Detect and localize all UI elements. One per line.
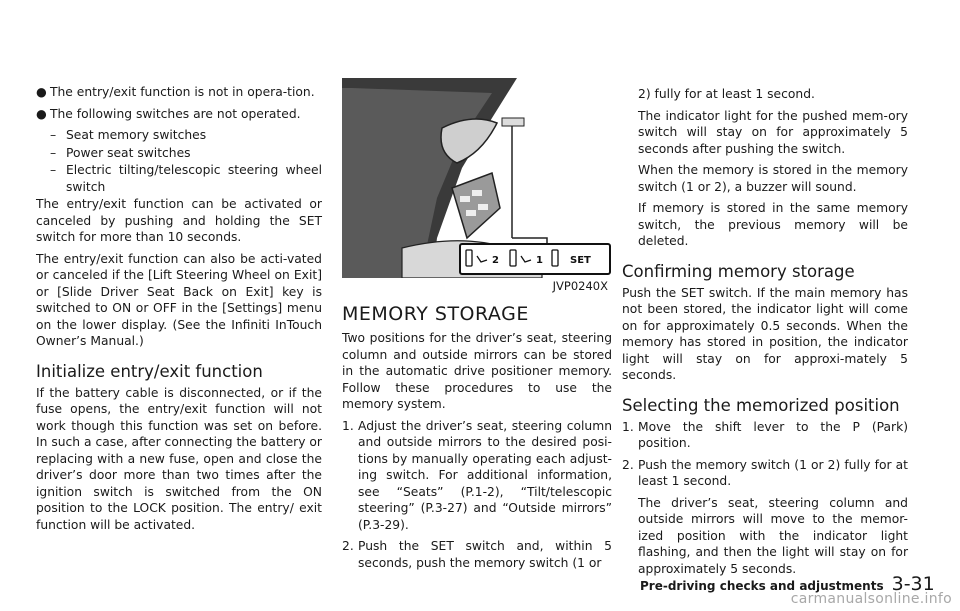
paragraph: The entry/exit function can be activated or canceled by pushing and holding the SET switch for more than 10 seconds. xyxy=(36,197,322,244)
paragraph: When the memory is stored in the memory switch (1 or 2), a buzzer will sound. xyxy=(638,163,908,194)
door-switch-figure xyxy=(342,78,612,293)
watermark: carmanualsonline.info xyxy=(790,591,952,607)
section-heading: Confirming memory storage xyxy=(622,261,855,281)
left-column xyxy=(36,84,322,538)
switch-label-2: 2 xyxy=(492,255,499,266)
paragraph: If the battery cable is disconnected, or if the fuse opens, the entry/exit function will not work though this function was set on before. In such a case, after connecting the battery or replacing with a new fuse, open and close the driver’s door more than two times after the ignition switch is switched from the ON position to the LOCK position. The entry/ exit function will be activated. xyxy=(36,385,322,532)
bullet-icon: ● xyxy=(36,85,47,99)
door-panel-illustration xyxy=(342,78,612,278)
dash-icon: – xyxy=(50,163,57,177)
step-item: 2. Push the SET switch and, within 5 seconds, push the memory switch (1 or xyxy=(342,539,612,570)
figure-label: JVP0240X xyxy=(552,279,608,293)
sub-item: – Power seat switches xyxy=(50,145,191,160)
section-heading: MEMORY STORAGE xyxy=(342,303,529,325)
middle-column xyxy=(342,80,612,576)
bullet-item: ● The entry/exit function is not in opera-tion. xyxy=(36,85,315,99)
dash-icon: – xyxy=(50,128,57,142)
bullet-icon: ● xyxy=(36,106,47,121)
paragraph: Push the SET switch. If the main memory has not been stored, the indicator light will come on for approximately 0.5 seconds. When the memory has stored in position, the indicator light will stay on for approxi-mately 5 seconds. xyxy=(622,285,908,382)
paragraph: 2) fully for at least 1 second. xyxy=(638,87,815,101)
paragraph: The driver’s seat, steering column and outside mirrors will move to the memor-ized position with the indicator light flashing, and then the light will stay on for approximately 5 seconds. xyxy=(638,495,908,576)
step-item: 1. Move the shift lever to the P (Park) position. xyxy=(622,419,908,450)
sub-item: – Seat memory switches xyxy=(50,128,207,142)
sub-item: – Electric tilting/telescopic steering wheel switch xyxy=(50,163,322,194)
memory-switch-callout xyxy=(502,118,524,126)
paragraph: The entry/exit function can also be acti-vated or canceled if the [Lift Steering Wheel on Exit] or [Slide Driver Seat Back on Exit] key is switched to ON or OFF in the [Settings] menu on the lower display. (See the Infiniti InTouch Owner’s Manual.) xyxy=(36,251,322,348)
dash-icon: – xyxy=(50,145,57,160)
bullet-item: ● The following switches are not operated. xyxy=(36,106,301,121)
paragraph: The indicator light for the pushed mem-ory switch will stay on for approximately 5 seconds after pushing the switch. xyxy=(638,108,908,156)
paragraph: Two positions for the driver’s seat, steering column and outside mirrors can be stored in the automatic drive positioner memory. Follow these procedures to use the memory system. xyxy=(342,331,612,411)
step-item: 2. Push the memory switch (1 or 2) fully for at least 1 second. xyxy=(622,457,908,488)
paragraph: If memory is stored in the same memory switch, the previous memory will be deleted. xyxy=(638,201,908,248)
switch-label-set: SET xyxy=(570,255,591,266)
right-column xyxy=(622,86,908,582)
footer-section-title: Pre-driving checks and adjustments xyxy=(640,579,884,593)
section-heading: Selecting the memorized position xyxy=(622,395,900,415)
page-number: 3-31 xyxy=(891,573,935,595)
step-item: 1. Adjust the driver’s seat, steering column and outside mirrors to the desired posi-tions by manually operating each adjust-ing switch. For additional information, see “Seats” (P.1-2), “Tilt/telescopic steering” (P.3-27) and “Outside mirrors” (P.3-29). xyxy=(342,418,612,532)
switch-label-1: 1 xyxy=(536,255,543,266)
section-heading: Initialize entry/exit function xyxy=(36,361,263,381)
